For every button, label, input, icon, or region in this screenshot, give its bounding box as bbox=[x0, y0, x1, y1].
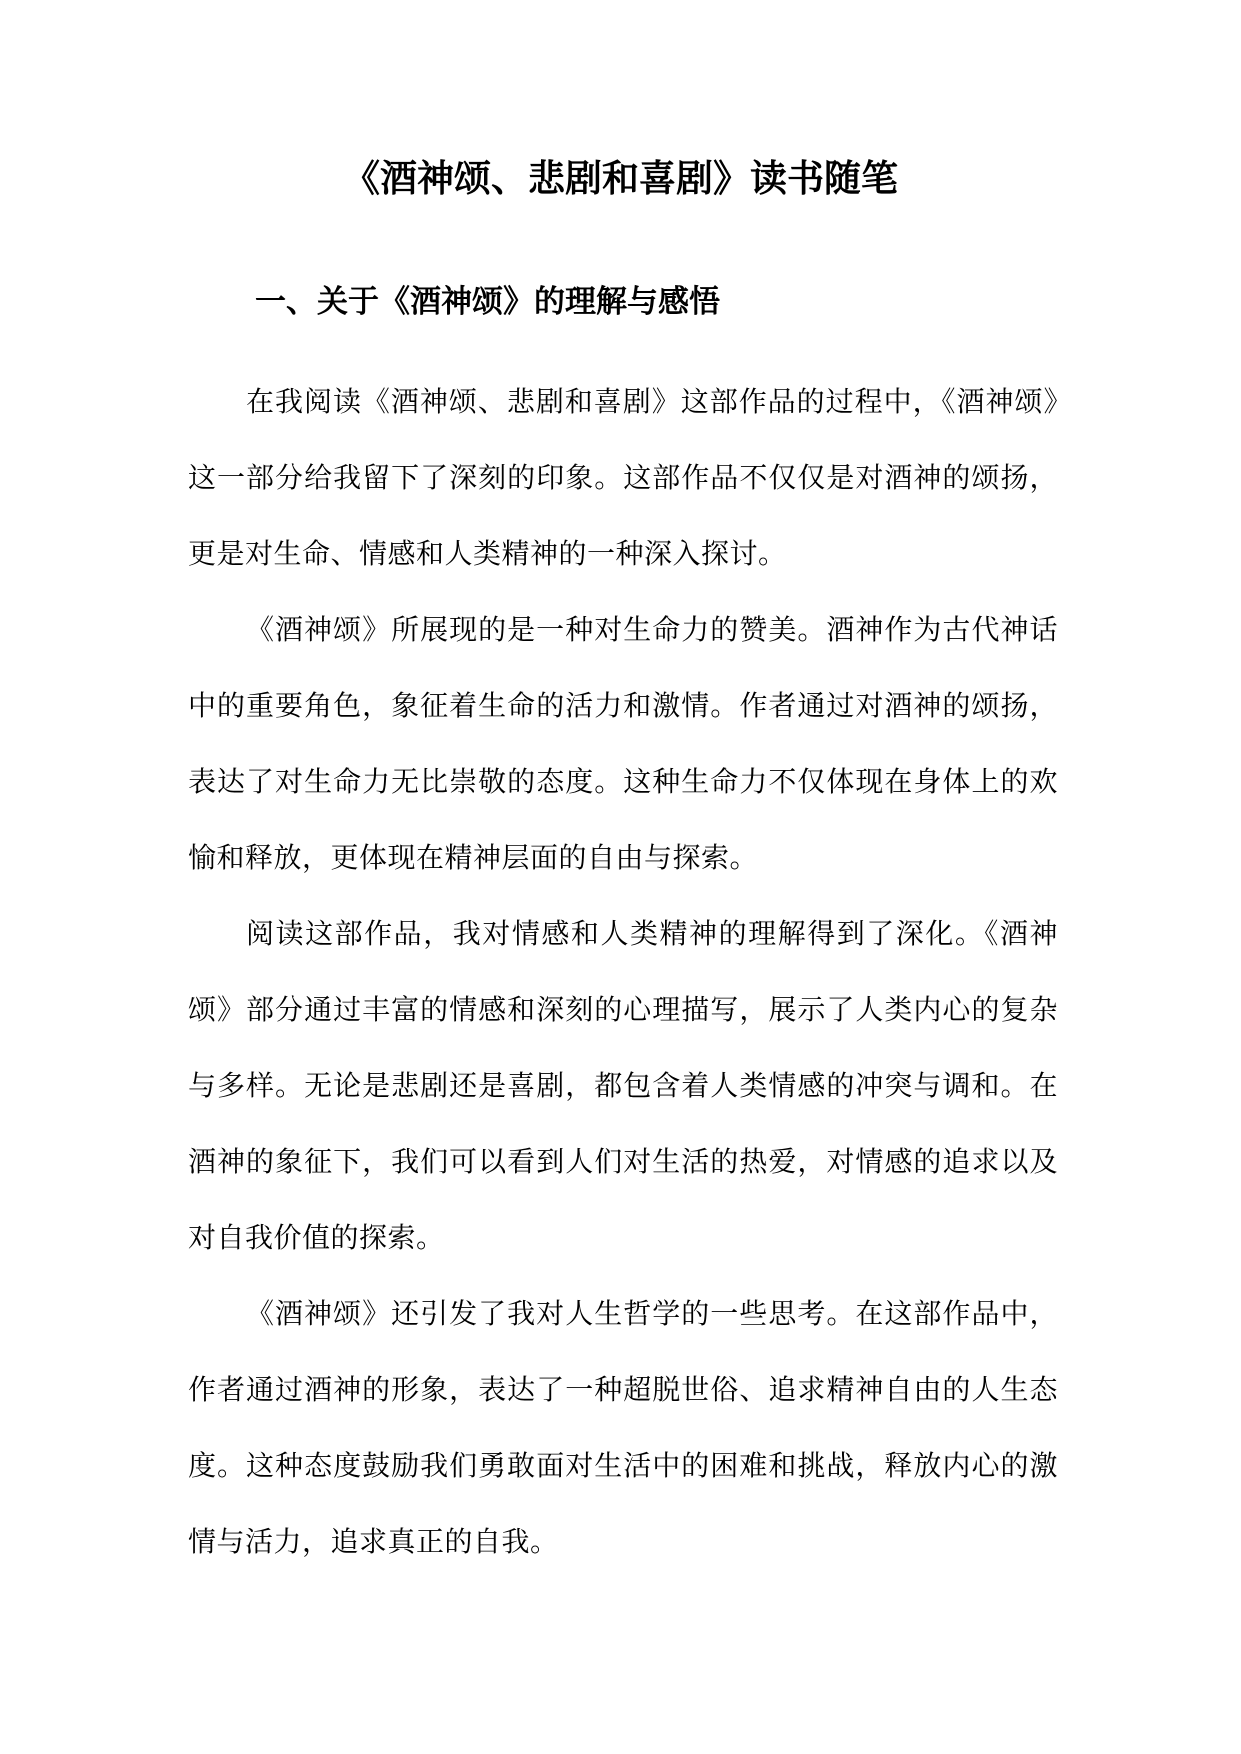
body-text bbox=[188, 364, 1058, 1580]
paragraph-1: 在我阅读《酒神颂、悲剧和喜剧》这部作品的过程中，《酒神颂》这一部分给我留下了深刻的印象。这部作品不仅仅是对酒神的颂扬，更是对生命、情感和人类精神的一种深入探讨。 bbox=[188, 385, 1058, 570]
paragraph-3: 阅读这部作品，我对情感和人类精神的理解得到了深化。《酒神颂》部分通过丰富的情感和深刻的心理描写，展示了人类内心的复杂与多样。无论是悲剧还是喜剧，都包含着人类情感的冲突与调和。在酒神的象征下，我们可以看到人们对生活的热爱，对情感的追求以及对自我价值的探索。 bbox=[188, 917, 1058, 1254]
paragraph-4: 《酒神颂》还引发了我对人生哲学的一些思考。在这部作品中，作者通过酒神的形象，表达了一种超脱世俗、追求精神自由的人生态度。这种态度鼓励我们勇敢面对生活中的困难和挑战，释放内心的激情与活力，追求真正的自我。 bbox=[188, 1297, 1058, 1558]
document-title: 《酒神颂、悲剧和喜剧》读书随笔 bbox=[343, 156, 898, 200]
paragraph-2: 《酒神颂》所展现的是一种对生命力的赞美。酒神作为古代神话中的重要角色，象征着生命的活力和激情。作者通过对酒神的颂扬，表达了对生命力无比崇敬的态度。这种生命力不仅体现在身体上的欢愉和释放，更体现在精神层面的自由与探索。 bbox=[188, 613, 1058, 874]
section-heading: 一、关于《酒神颂》的理解与感悟 bbox=[255, 284, 720, 320]
